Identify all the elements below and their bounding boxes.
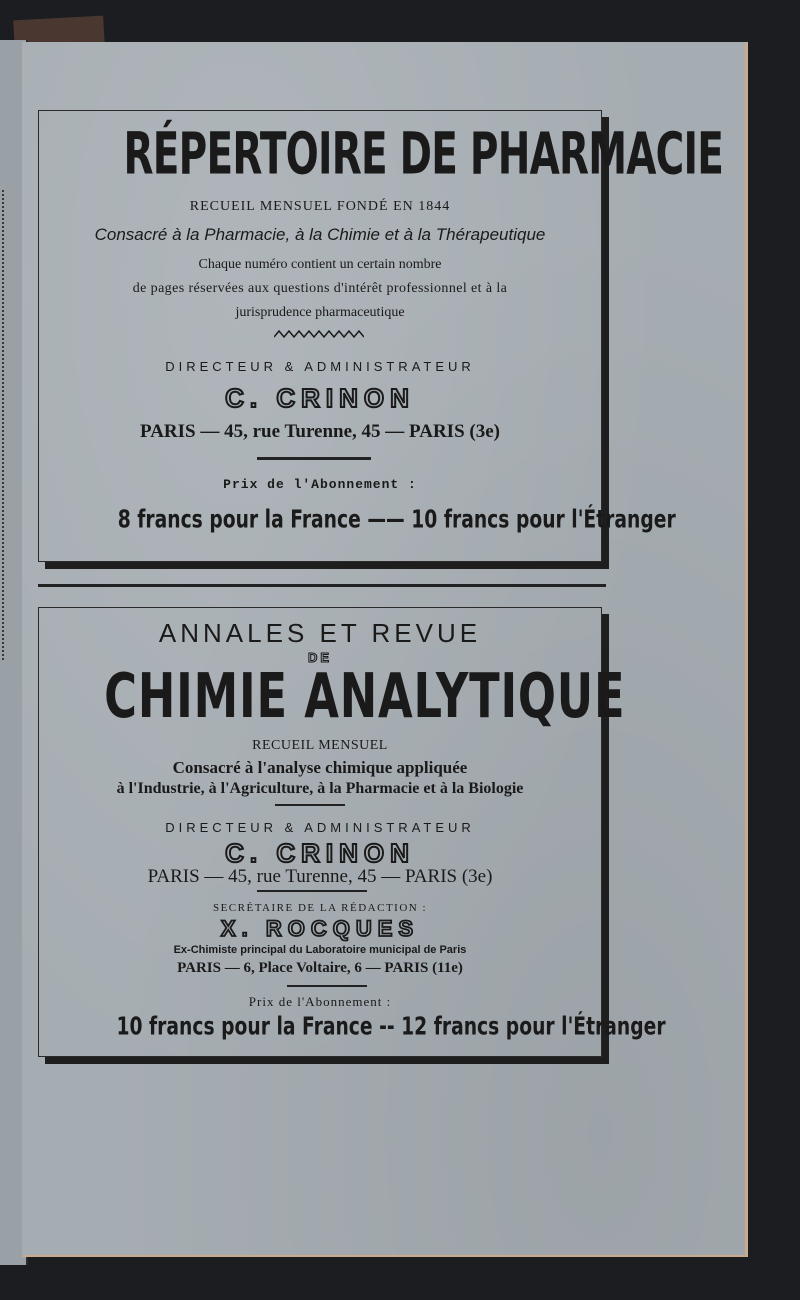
ad2-price: 10 francs pour la France -- 12 francs pour l'Étranger bbox=[116, 1011, 666, 1041]
ad1-desc-line2: de pages réservées aux questions d'intérêt professionnel et à la bbox=[132, 281, 508, 296]
ad1-address: PARIS — 45, rue Turenne, 45 — PARIS (3e) bbox=[140, 421, 500, 442]
ad2-price-wrap bbox=[39, 1011, 666, 1041]
ad1-price-label: Prix de l'Abonnement : bbox=[223, 477, 417, 492]
ad1-subtitle: RECUEIL MENSUEL FONDÉ EN 1844 bbox=[189, 199, 451, 214]
section-divider bbox=[38, 584, 606, 587]
ad2-title-main-wrap bbox=[39, 660, 626, 733]
facing-page-pattern bbox=[2, 190, 20, 660]
ad2-title-de: DE bbox=[307, 650, 333, 665]
divider bbox=[275, 804, 345, 806]
ad2-director-label: DIRECTEUR & ADMINISTRATEUR bbox=[165, 820, 475, 835]
ad2-desc-line2: à l'Industrie, à l'Agriculture, à la Pharmacie et à la Biologie bbox=[116, 780, 524, 797]
ornament-squiggle bbox=[274, 329, 364, 339]
divider bbox=[257, 457, 371, 460]
ad1-desc-line3: jurisprudence pharmaceutique bbox=[235, 305, 405, 320]
ad2-director-name: C. CRINON bbox=[225, 838, 415, 868]
ad2-secretary-address: PARIS — 6, Place Voltaire, 6 — PARIS (11e) bbox=[177, 960, 463, 976]
ad1-desc-line1: Chaque numéro contient un certain nombre bbox=[198, 257, 442, 272]
ad2-subtitle: RECUEIL MENSUEL bbox=[252, 738, 388, 753]
ad-annales-chimie-analytique bbox=[38, 607, 666, 1057]
ad2-desc-line1: Consacré à l'analyse chimique appliquée bbox=[172, 758, 468, 777]
ad2-title-main: CHIMIE ANALYTIQUE bbox=[104, 660, 626, 733]
ad2-title-top: ANNALES ET REVUE bbox=[158, 618, 482, 648]
ad2-address: PARIS — 45, rue Turenne, 45 — PARIS (3e) bbox=[147, 866, 493, 887]
ad1-price: 8 francs pour la France —— 10 francs pour l'Étranger bbox=[117, 504, 676, 534]
ad-repertoire-de-pharmacie bbox=[38, 110, 724, 562]
ad2-secretary-label: SECRÉTAIRE DE LA RÉDACTION : bbox=[212, 902, 428, 914]
ad1-director-label: DIRECTEUR & ADMINISTRATEUR bbox=[165, 359, 475, 374]
ad2-secretary-name: X. ROCQUES bbox=[220, 916, 420, 941]
ad2-secretary-title: Ex-Chimiste principal du Laboratoire municipal de Paris bbox=[173, 944, 467, 956]
ad1-tagline: Consacré à la Pharmacie, à la Chimie et à la Thérapeutique bbox=[94, 225, 546, 244]
ad1-price-wrap bbox=[39, 504, 676, 534]
ad1-director-name: C. CRINON bbox=[225, 383, 415, 413]
ad1-title-wrap bbox=[39, 120, 724, 188]
ad1-title: RÉPERTOIRE DE PHARMACIE bbox=[123, 120, 724, 188]
divider bbox=[287, 985, 367, 987]
page bbox=[22, 42, 748, 1257]
ad2-price-label: Prix de l'Abonnement : bbox=[248, 994, 392, 1009]
divider bbox=[257, 890, 367, 892]
